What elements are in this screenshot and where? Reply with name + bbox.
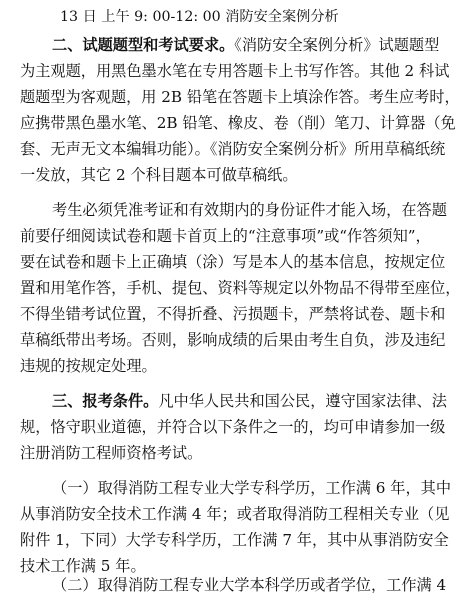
condition-1-line: 从事消防安全技术工作满 4 年；或者取得消防工程相关专业（见 [20, 505, 450, 523]
rules-line: 违规的按规定处理。 [20, 357, 157, 375]
rules-line: 考生必须凭准考证和有效期内的身份证件才能入场，在答题 [52, 201, 447, 219]
rules-line: 置和用笔作答，手机、提包、资料等规定以外物品不得带至座位， [20, 279, 461, 297]
section-2-first-line [52, 36, 439, 55]
section-2-line: 套、无声无文本编辑功能）。《消防安全案例分析》所用草稿纸统 [20, 140, 446, 158]
section-3-heading: 三、报考条件。 [52, 392, 159, 410]
section-3-line: 规，恪守职业道德，并符合以下条件之一的，均可申请参加一级 [20, 418, 446, 436]
condition-2-line: （二）取得消防工程专业大学本科学历或者学位，工作满 4 [52, 576, 447, 593]
condition-1-line: 附件 1，下同）大学专科学历，工作满 7 年，其中从事消防安全 [20, 531, 449, 549]
section-2-line: 为主观题，用黑色墨水笔在专用答题卡上书写作答。其他 2 科试 [20, 62, 450, 80]
section-3-first-line [52, 392, 447, 411]
section-2-line: 应携带黑色墨水笔、2B 铅笔、橡皮、卷（削）笔刀、计算器（免 [20, 114, 456, 132]
section-3-line: 注册消防工程师资格考试。 [20, 444, 203, 462]
rules-line: 要在试卷和题卡上正确填（涂）写是本人的基本信息，按规定位 [20, 253, 446, 271]
rules-line: 不得坐错考试位置，不得折叠、污损题卡，严禁将试卷、题卡和 [20, 305, 446, 323]
section-3-text: 凡中华人民共和国公民，遵守国家法律、法 [158, 392, 447, 410]
section-2-heading: 二、试题题型和考试要求。 [52, 36, 235, 54]
exam-schedule-line: 13 日 上午 9: 00-12: 00 消防安全案例分析 [60, 9, 339, 25]
section-2-line: 题题型为客观题，用 2B 铅笔在答题卡上填涂作答。考生应考时， [20, 88, 460, 106]
section-2-text: 《消防安全案例分析》试题题型 [234, 36, 440, 54]
condition-1-line: 技术工作满 5 年。 [20, 557, 146, 575]
section-2-line: 一发放，其它 2 个科目题本可做草稿纸。 [20, 166, 298, 184]
condition-1-line: （一）取得消防工程专业大学专科学历，工作满 6 年，其中 [52, 479, 452, 497]
rules-line: 前要仔细阅读试卷和题卡首页上的“注意事项”或“作答须知”， [20, 227, 431, 245]
rules-line: 草稿纸带出考场。否则，影响成绩的后果由考生自负，涉及违纪 [20, 331, 446, 349]
